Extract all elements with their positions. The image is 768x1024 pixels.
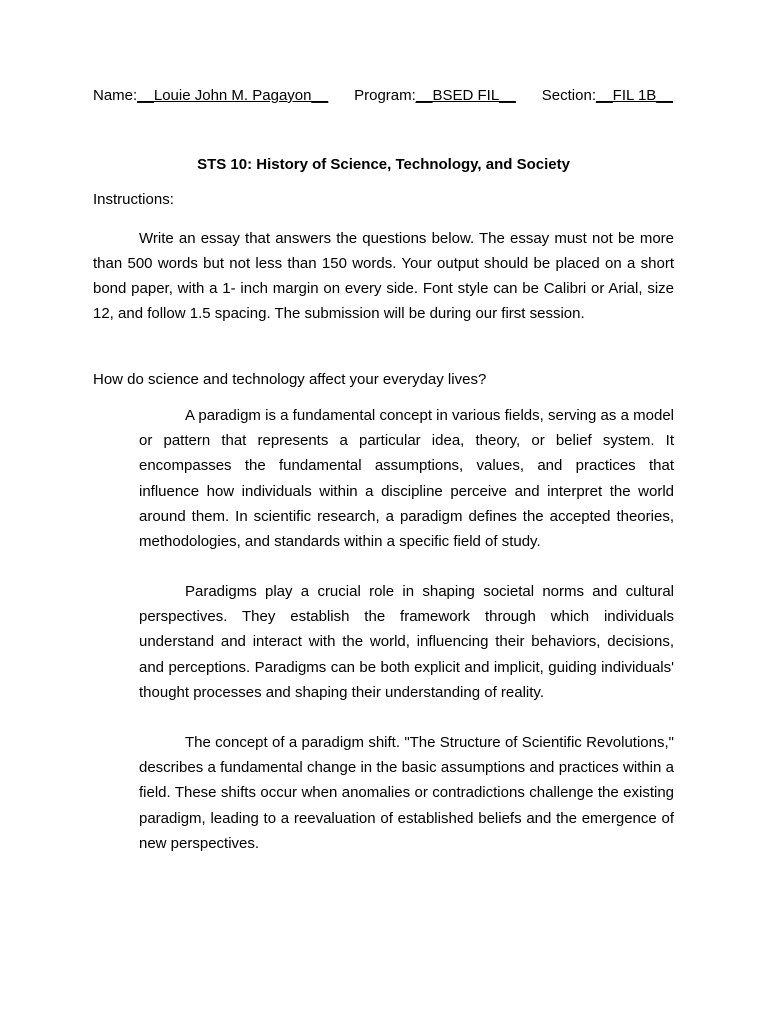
program-field [354,87,516,105]
instructions-label: Instructions: [93,191,174,208]
essay-paragraph-2: Paradigms play a crucial role in shaping societal norms and cultural perspectives. They establish the framework through which individuals understand and interact with the world, influencing their behaviors, decisions, and perceptions. Paradigms can be both explicit and implicit, guiding individuals' thought processes and shaping their understanding of reality. [139,583,674,701]
name-field [93,87,328,105]
instructions-text: Write an essay that answers the questions below. The essay must not be more than 500 words but not less than 150 words. Your output should be placed on a short bond paper, with a 1- inch margin on every side. Font style can be Calibri or Arial, size 12, and follow 1.5 spacing. The submission will be during our first session. [93,230,674,322]
student-info-line [93,87,673,105]
section-field [542,87,673,105]
course-title: STS 10: History of Science, Technology, and Society [197,156,570,173]
essay-paragraph-1: A paradigm is a fundamental concept in various fields, serving as a model or pattern that represents a particular idea, theory, or belief system. It encompasses the fundamental assumptions, values, and practices that influence how individuals within a discipline perceive and interpret the world around them. In scientific research, a paradigm defines the accepted theories, methodologies, and standards within a specific field of study. [139,407,674,551]
essay-paragraph-3: The concept of a paradigm shift. "The Structure of Scientific Revolutions," describes a fundamental change in the basic assumptions and practices within a field. These shifts occur when anomalies or contradictions challenge the existing paradigm, leading to a reevaluation of established beliefs and the emergence of new perspectives. [139,734,674,852]
section-label: Section: [541,87,596,104]
essay-question: How do science and technology affect your everyday lives? [93,371,487,388]
name-value: __Louie John M. Pagayon__ [137,87,329,104]
program-value: __BSED FIL__ [415,87,516,104]
name-label: Name: [93,87,138,104]
section-value: __FIL 1B__ [596,87,673,104]
program-label: Program: [354,87,416,104]
